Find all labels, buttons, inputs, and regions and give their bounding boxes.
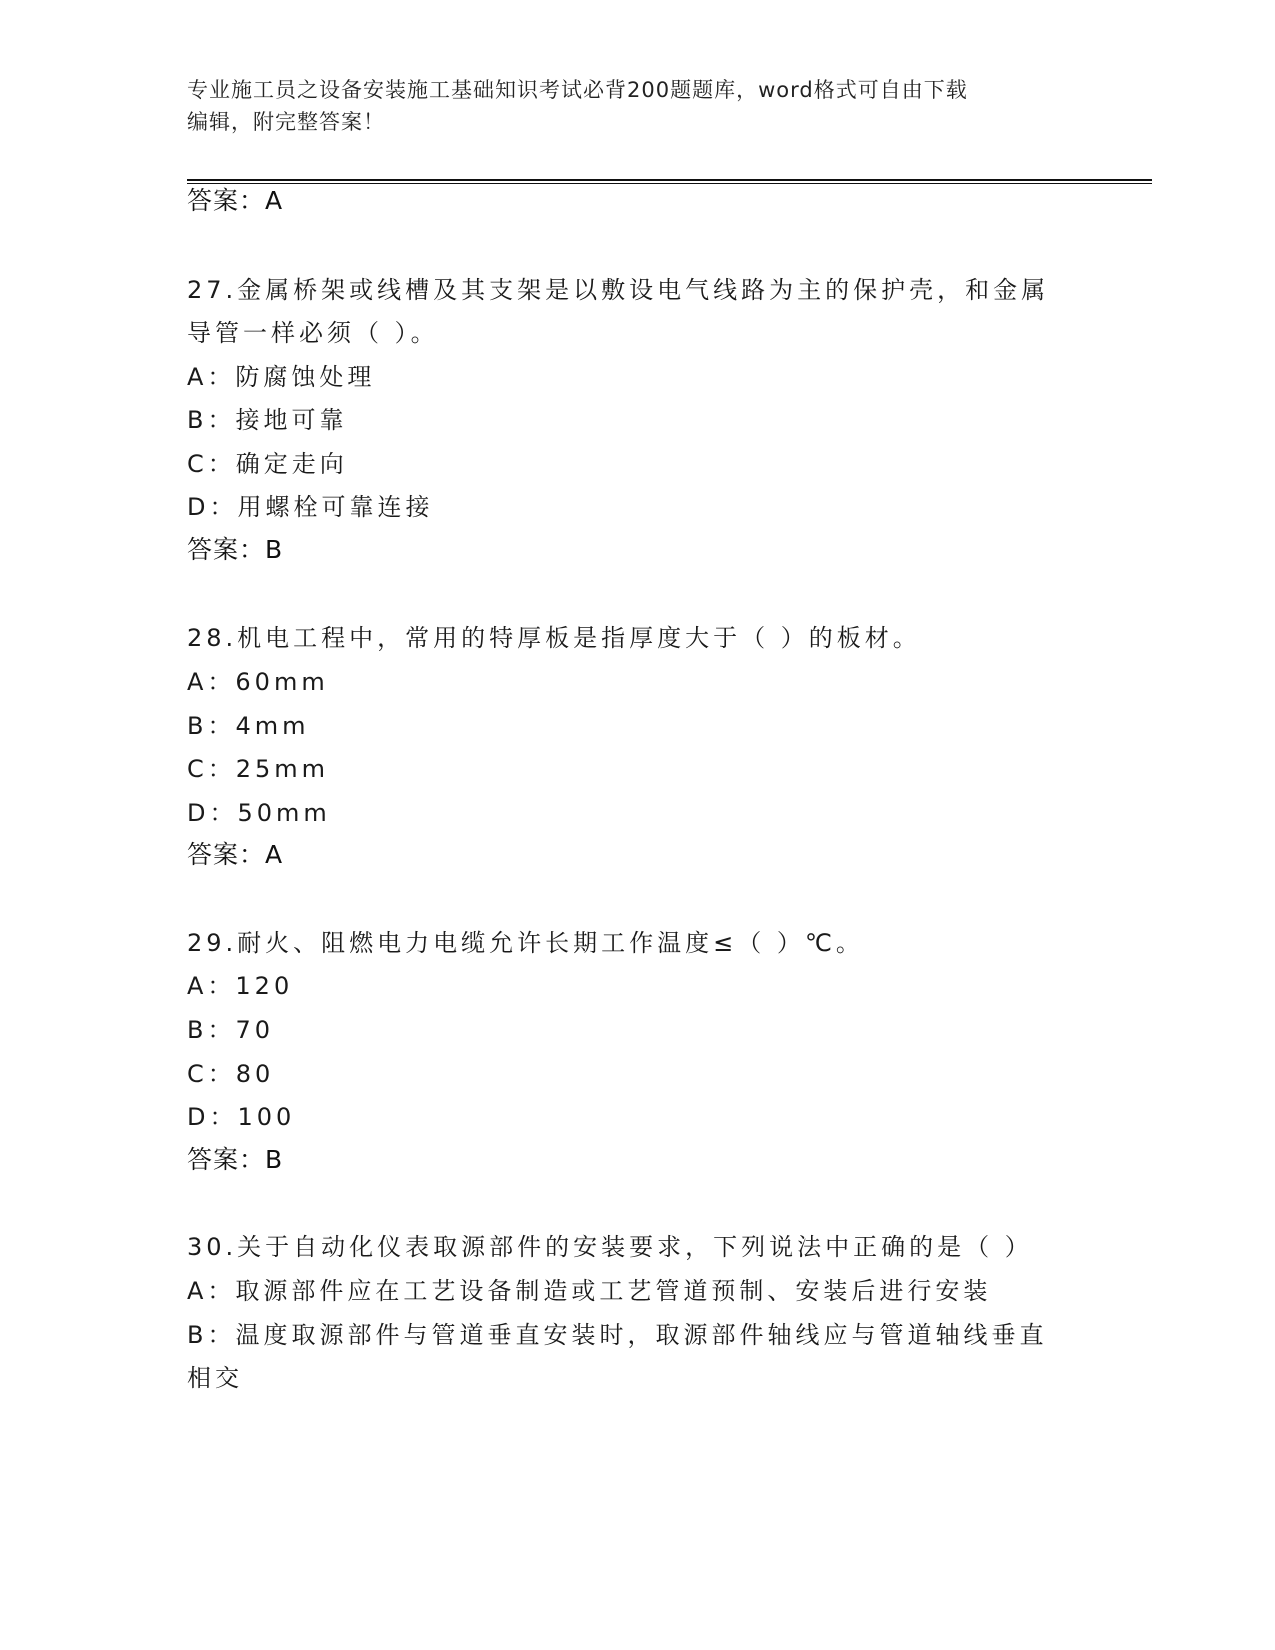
header-divider bbox=[187, 179, 1152, 184]
header-title-line-1: 专业施工员之设备安装施工基础知识考试必背200题题库，word格式可自由下载 bbox=[187, 78, 968, 102]
question-30-option-a: A：取源部件应在工艺设备制造或工艺管道预制、安装后进行安装 bbox=[187, 1277, 992, 1305]
question-27-option-d: D：用螺栓可靠连接 bbox=[187, 493, 434, 521]
question-27-text-line-1: 27.金属桥架或线槽及其支架是以敷设电气线路为主的保护壳，和金属 bbox=[187, 276, 1050, 304]
question-27-answer: 答案：B bbox=[187, 535, 284, 564]
question-29-option-d: D：100 bbox=[187, 1103, 296, 1131]
question-27-option-b: B：接地可靠 bbox=[187, 406, 348, 434]
question-27-text-line-2: 导管一样必须（ ）。 bbox=[187, 319, 439, 347]
question-29-option-a: A：120 bbox=[187, 972, 294, 1000]
document-header bbox=[187, 74, 1087, 138]
question-28-text: 28.机电工程中，常用的特厚板是指厚度大于（ ）的板材。 bbox=[187, 624, 921, 652]
question-29-option-b: B：70 bbox=[187, 1016, 275, 1044]
header-title-line-2: 编辑，附完整答案！ bbox=[187, 110, 385, 134]
question-30-option-b: B：温度取源部件与管道垂直安装时，取源部件轴线应与管道轴线垂直 bbox=[187, 1321, 1048, 1349]
answer-prev: 答案：A bbox=[187, 186, 284, 215]
question-28-option-b: B：4mm bbox=[187, 712, 310, 740]
question-28-option-c: C：25mm bbox=[187, 755, 330, 783]
question-29-answer: 答案：B bbox=[187, 1145, 284, 1174]
question-27-option-c: C：确定走向 bbox=[187, 450, 348, 478]
question-30-text: 30.关于自动化仪表取源部件的安装要求，下列说法中正确的是（ ） bbox=[187, 1233, 1033, 1261]
question-27-option-a: A：防腐蚀处理 bbox=[187, 363, 376, 391]
question-28-option-d: D：50mm bbox=[187, 799, 331, 827]
question-29-text: 29.耐火、阻燃电力电缆允许长期工作温度≤（ ）℃。 bbox=[187, 929, 864, 957]
question-28-option-a: A：60mm bbox=[187, 668, 329, 696]
question-28-answer: 答案：A bbox=[187, 840, 284, 869]
question-30-option-b-continued: 相交 bbox=[187, 1364, 243, 1392]
question-29-option-c: C：80 bbox=[187, 1060, 275, 1088]
